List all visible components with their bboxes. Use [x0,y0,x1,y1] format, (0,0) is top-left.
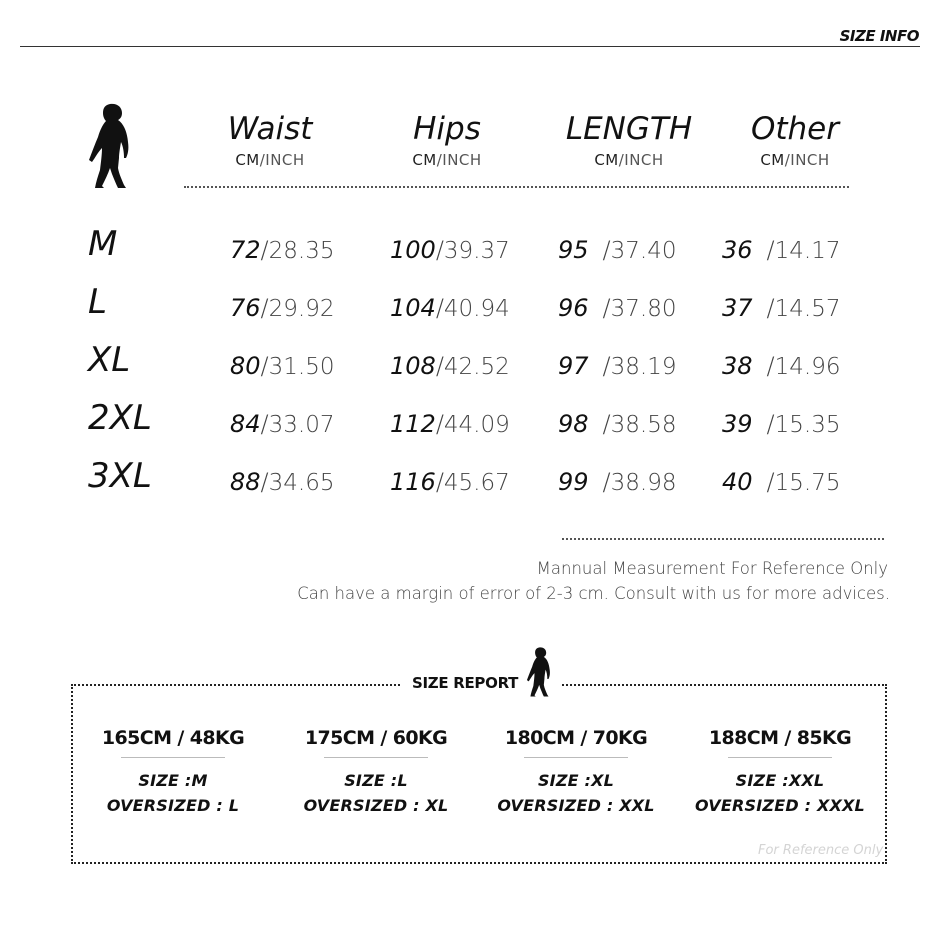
size-label: 3XL [88,456,152,496]
measurement-inch: 34.65 [268,470,335,496]
measurement-cell [230,288,335,329]
measurement-separator: / [435,352,444,380]
measurement-inch: 31.50 [268,354,335,380]
measurement-separator: / [260,236,269,264]
measurement-separator: / [766,294,775,322]
measurement-cm: 72 [230,236,261,264]
unit-cm: CM [760,151,785,169]
report-entry [73,727,273,818]
measurement-inch: 28.35 [268,238,335,264]
report-underline [524,757,628,758]
measurement-cm: 112 [390,410,436,438]
size-label: M [88,224,118,264]
size-label: L [88,282,107,322]
measurement-separator: / [435,236,444,264]
measurement-inch: 14.17 [774,238,841,264]
measurement-separator: / [260,352,269,380]
measurement-cell [390,462,510,503]
walking-figure-icon [524,646,552,698]
unit-cm: CM [594,151,619,169]
column-unit [362,151,532,169]
measurement-cell [230,346,335,387]
report-height-weight: 188CM / 85KG [708,727,852,749]
report-underline [324,757,428,758]
measurement-separator: / [602,294,611,322]
measurement-inch: 37.40 [610,238,677,264]
report-underline [728,757,832,758]
column-name: LENGTH [565,111,693,147]
measurement-separator: / [766,236,775,264]
size-label: XL [88,340,131,380]
column-header-length [544,112,714,169]
measurement-cm: 40 [722,468,753,496]
measurement-inch: 37.80 [610,296,677,322]
column-header-other [710,112,880,169]
measurement-inch: 39.37 [443,238,510,264]
measurement-cm: 88 [230,468,261,496]
measurement-cm: 108 [390,352,436,380]
measurement-inch: 38.98 [610,470,677,496]
report-height-weight: 175CM / 60KG [304,727,448,749]
column-header-hips [362,112,532,169]
measurement-separator: / [435,410,444,438]
column-name: Waist [227,111,313,147]
measurement-cm: 84 [230,410,261,438]
measurement-cm: 96 [558,294,589,322]
measurement-inch: 44.09 [443,412,510,438]
unit-inch: /INCH [436,151,482,169]
measurement-cm: 104 [390,294,436,322]
header-title: SIZE INFO [839,27,919,45]
note-line-1: Mannual Measurement For Reference Only [536,559,888,578]
report-oversized: OVERSIZED : L [106,796,240,815]
measurement-cell [390,346,510,387]
measurement-cell [722,404,841,445]
measurement-separator: / [602,236,611,264]
measurement-cm: 95 [558,236,589,264]
note-line-2: Can have a margin of error of 2-3 cm. Consult with us for more advices. [297,584,890,603]
measurement-inch: 38.58 [610,412,677,438]
measurement-cell [230,404,335,445]
measurement-cell [390,404,510,445]
report-entry [680,727,880,818]
measurement-cm: 99 [558,468,589,496]
report-height-weight: 165CM / 48KG [101,727,245,749]
measurement-cm: 39 [722,410,753,438]
measurement-inch: 29.92 [268,296,335,322]
reference-watermark: For Reference Only [758,843,884,858]
report-oversized: OVERSIZED : XXXL [695,796,865,815]
measurement-cm: 98 [558,410,589,438]
walking-figure-icon [84,102,132,190]
measurement-cm: 100 [390,236,436,264]
measurement-cm: 37 [722,294,753,322]
measurement-cell [722,230,841,271]
measurement-separator: / [435,294,444,322]
column-name: Other [750,111,840,147]
measurement-cell [390,288,510,329]
measurement-cell [558,462,677,503]
measurement-inch: 33.07 [268,412,335,438]
measurement-inch: 15.35 [774,412,841,438]
column-unit [544,151,714,169]
column-unit [710,151,880,169]
measurement-separator: / [766,468,775,496]
report-height-weight: 180CM / 70KG [504,727,648,749]
measurement-cm: 76 [230,294,261,322]
report-oversized: OVERSIZED : XL [303,796,449,815]
column-header-waist [185,112,355,169]
measurement-cell [230,230,335,271]
size-label: 2XL [88,398,152,438]
measurement-cell [722,288,841,329]
measurement-cell [390,230,510,271]
unit-inch: /INCH [259,151,305,169]
measurement-inch: 14.57 [774,296,841,322]
measurement-inch: 40.94 [443,296,510,322]
report-entry [276,727,476,818]
measurement-inch: 14.96 [774,354,841,380]
measurement-cell [558,230,677,271]
header-divider [20,46,920,47]
measurement-separator: / [260,294,269,322]
header-dotted-divider [184,186,849,188]
unit-cm: CM [235,151,260,169]
report-underline [121,757,225,758]
measurement-cm: 80 [230,352,261,380]
column-unit [185,151,355,169]
measurement-cell [558,346,677,387]
measurement-separator: / [602,410,611,438]
size-report-heading [402,640,562,698]
measurement-cm: 38 [722,352,753,380]
measurement-separator: / [766,352,775,380]
measurement-inch: 15.75 [774,470,841,496]
report-size: SIZE :XL [537,771,615,790]
measurement-cell [230,462,335,503]
measurement-separator: / [766,410,775,438]
measurement-inch: 45.67 [443,470,510,496]
measurement-cell [722,346,841,387]
unit-inch: /INCH [784,151,830,169]
report-size: SIZE :XXL [735,771,825,790]
measurement-inch: 42.52 [443,354,510,380]
measurement-separator: / [260,468,269,496]
measurement-separator: / [602,468,611,496]
measurement-separator: / [260,410,269,438]
report-entry [476,727,676,818]
measurement-inch: 38.19 [610,354,677,380]
unit-cm: CM [412,151,437,169]
measurement-separator: / [435,468,444,496]
report-size: SIZE :M [138,771,208,790]
note-dotted-divider [562,538,884,540]
measurement-cell [722,462,841,503]
column-name: Hips [413,111,481,147]
measurement-cell [558,288,677,329]
measurement-cm: 36 [722,236,753,264]
measurement-cell [558,404,677,445]
report-size: SIZE :L [344,771,408,790]
size-report-title: SIZE REPORT [412,674,519,692]
unit-inch: /INCH [618,151,664,169]
measurement-cm: 116 [390,468,436,496]
measurement-separator: / [602,352,611,380]
measurement-cm: 97 [558,352,589,380]
report-oversized: OVERSIZED : XXL [497,796,655,815]
